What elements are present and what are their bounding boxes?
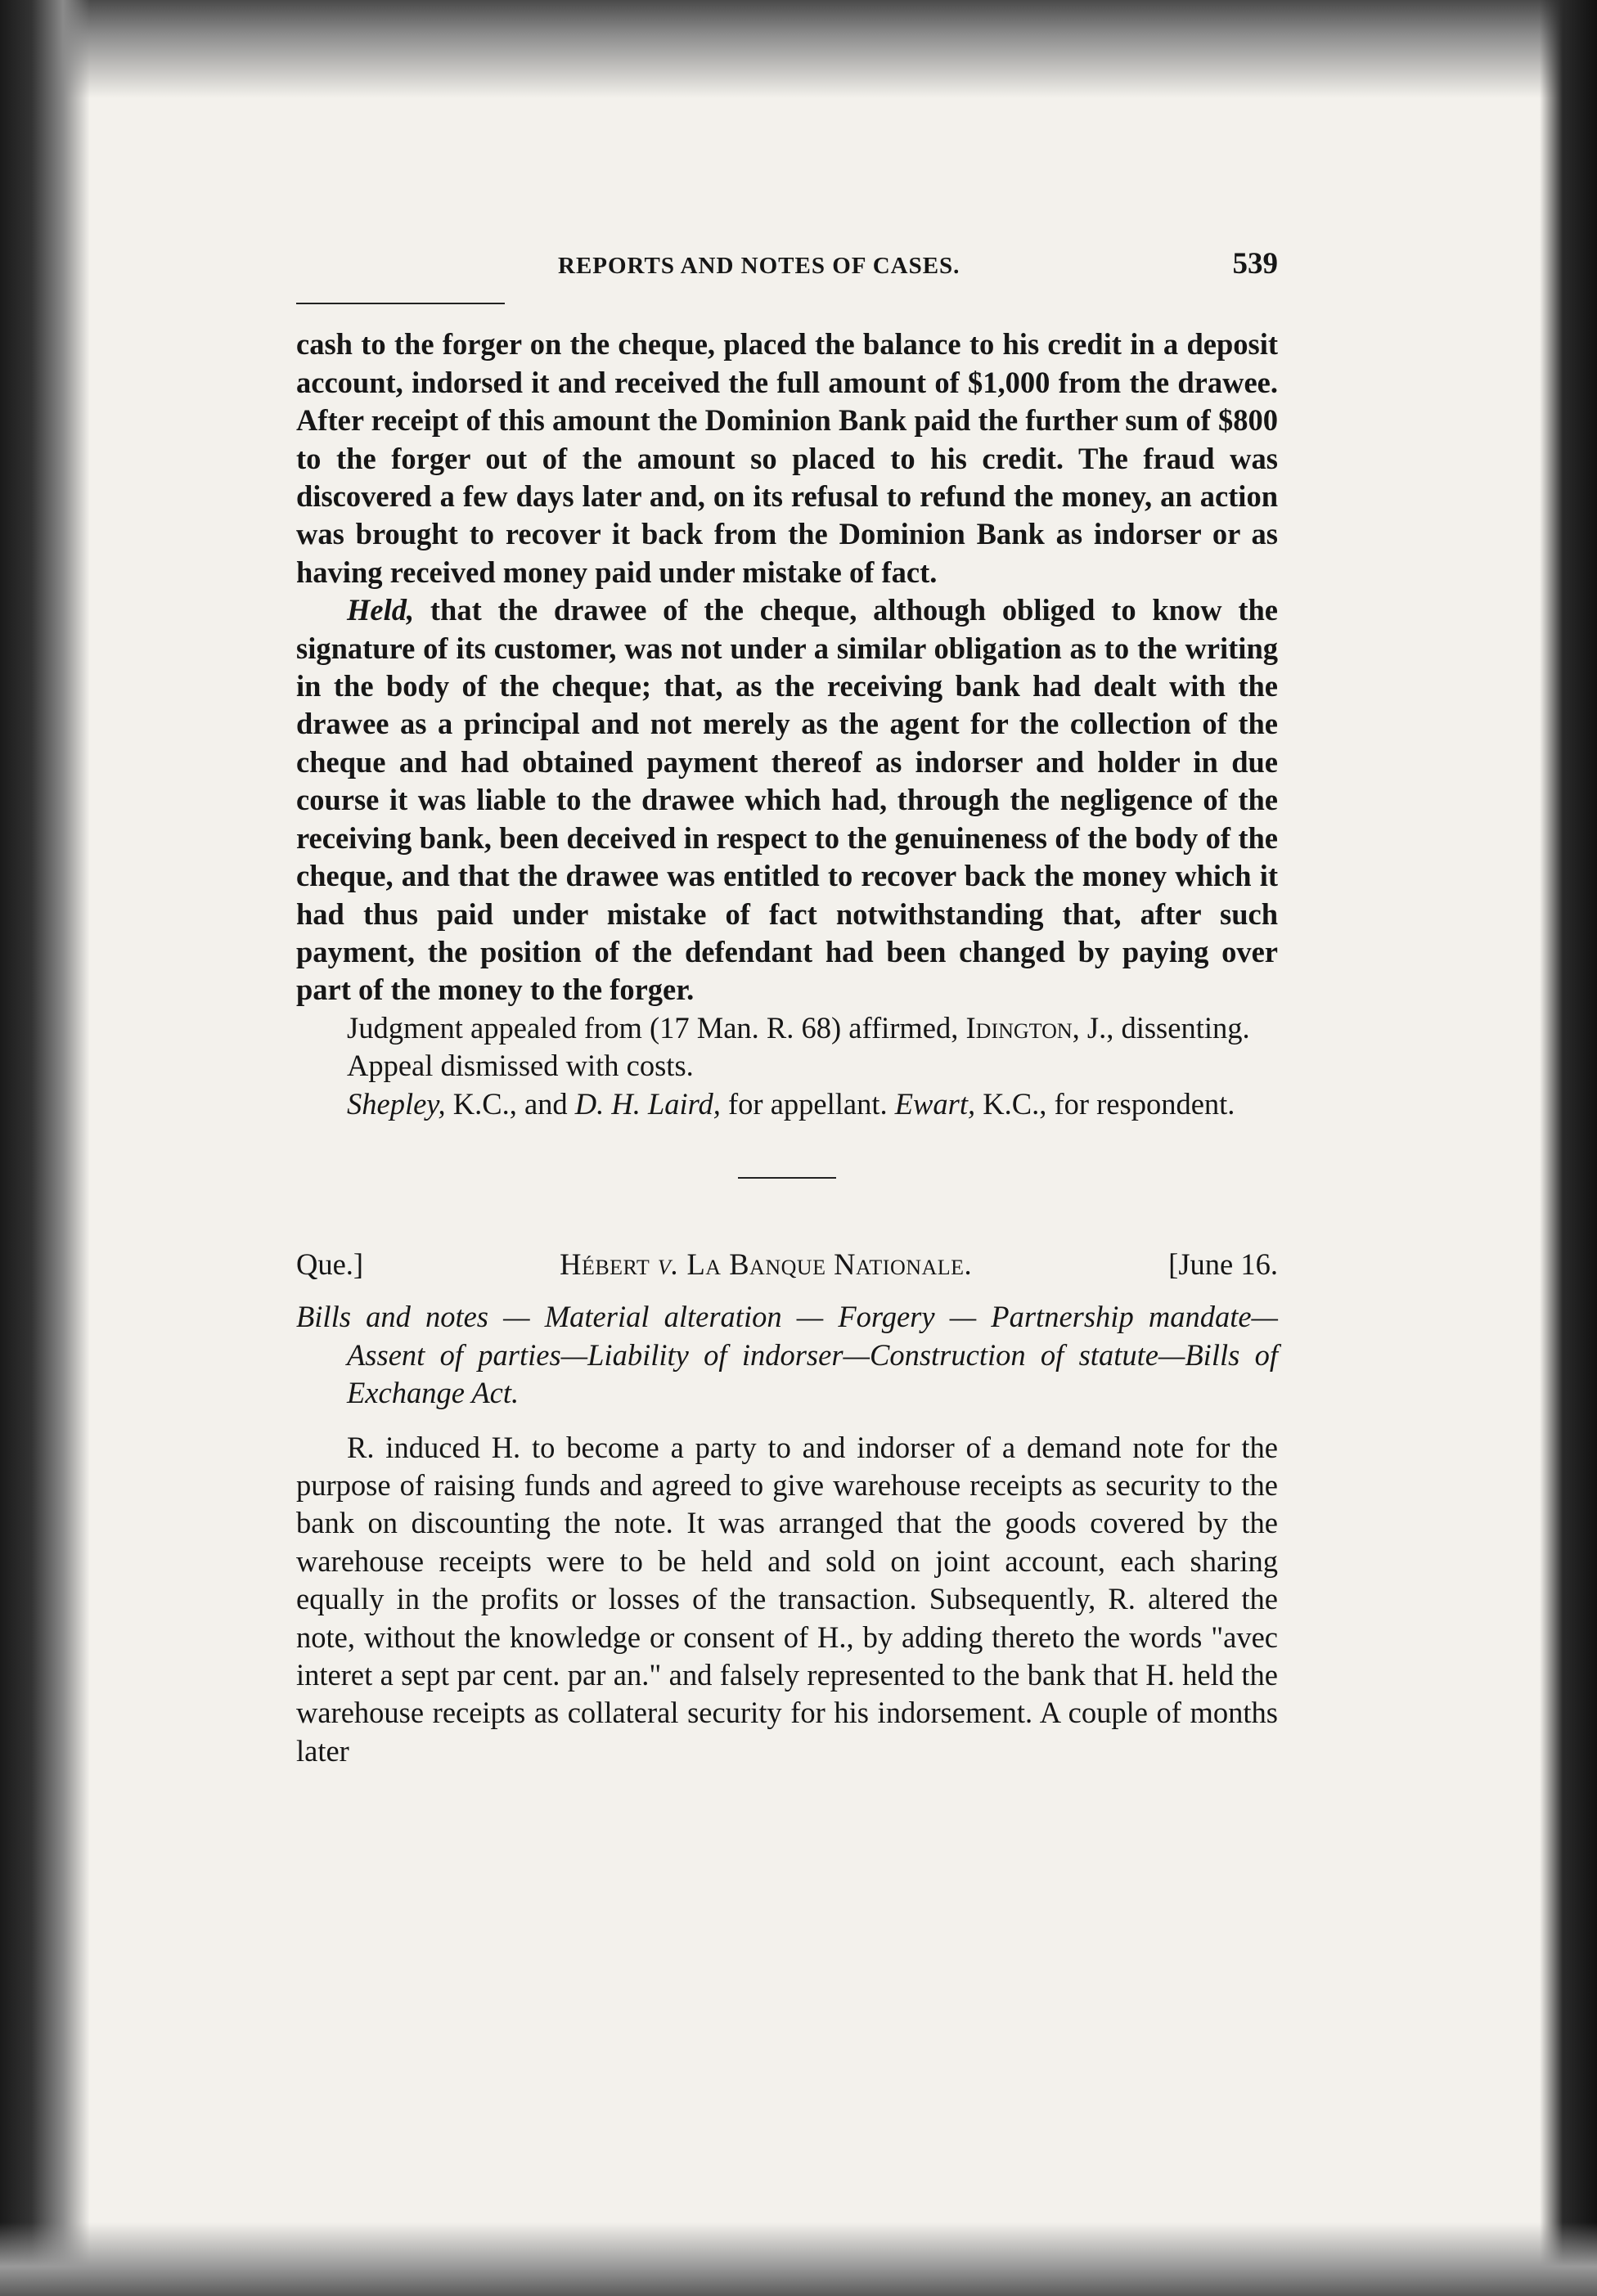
case1-appeal: Appeal dismissed with costs. bbox=[347, 1049, 694, 1083]
counsel-text: K.C., and bbox=[445, 1086, 575, 1121]
party-name: La Banque Nationale. bbox=[686, 1247, 973, 1281]
section-divider bbox=[738, 1177, 836, 1179]
case2-title-line bbox=[296, 1246, 1278, 1283]
versus: v. bbox=[650, 1247, 687, 1281]
held-text: that the drawee of the cheque, although obliged to know the signature of its customer, was not under a similar obligation as to the writing in the body of the cheque; that, as the receiving bank had dealt with the drawee as a principal and not merely as the agent for the collection of the cheque and had obtained payment thereof as indorser and holder in due course it was liable to the drawee which had, through the negligence of the receiving bank, been deceived in respect to the genuineness of the body of the cheque, and that the drawee was entitled to recover back the money which it had thus paid under mistake of fact notwithstanding that, after such payment, the position of the defendant had been changed by paying over part of the money to the forger. bbox=[296, 593, 1278, 1007]
judge-name: Idington bbox=[965, 1010, 1073, 1045]
case2-name bbox=[560, 1246, 972, 1283]
running-head bbox=[296, 245, 1278, 285]
page-content bbox=[296, 245, 1278, 1770]
header-rule bbox=[296, 303, 505, 304]
scan-shadow-right bbox=[1540, 0, 1597, 2296]
judgment-text: Judgment appealed from (17 Man. R. 68) affirmed, bbox=[347, 1010, 966, 1045]
counsel-name: Ewart, bbox=[894, 1086, 976, 1121]
counsel-text: K.C., for respondent. bbox=[975, 1086, 1235, 1121]
case1-held bbox=[296, 591, 1278, 1009]
case1-counsel bbox=[296, 1085, 1278, 1123]
counsel-name: Shepley, bbox=[347, 1086, 446, 1121]
scan-shadow-left bbox=[0, 0, 90, 2296]
judgment-dissent: , J., dissenting. bbox=[1072, 1010, 1250, 1045]
counsel-name: D. H. Laird, bbox=[574, 1086, 721, 1121]
case2-date: [June 16. bbox=[1168, 1247, 1278, 1281]
scan-shadow-bottom bbox=[0, 2222, 1597, 2296]
party-name: Hébert bbox=[560, 1247, 650, 1281]
case1-headnote-text: cash to the forger on the cheque, placed the balance to his credit in a deposit account, indorsed it and received the full amount of $1,000 from the drawee. After receipt of this amount the Dominion Bank paid the further sum of $800 to the forger out of the amount so placed to his credit. The fraud was discovered a few days later and, on its refusal to refund the money, an action was brought to recover it back from the Dominion Bank as indorser or as having received money paid under mistake of fact. bbox=[296, 327, 1278, 589]
case2-catchwords: Bills and notes — Material alteration — Forgery — Partnership mandate—Assent of parties—Liability of indorser—Construction of statute—Bills of Exchange Act. bbox=[296, 1300, 1278, 1410]
scan-shadow-top bbox=[0, 0, 1597, 98]
page-number: 539 bbox=[1232, 247, 1278, 281]
case2-body: R. induced H. to become a party to and indorser of a demand note for the purpose of raising funds and agreed to give warehouse receipts as security to the bank on discounting the note. It was arranged that the goods covered by the warehouse receipts were to be held and sold on joint account, each sharing equally in the profits or losses of the transaction. Subsequently, R. altered the note, without the knowledge or consent of H., by adding thereto the words "avec interet a sept par cent. par an." and falsely represented to the bank that H. held the warehouse receipts as collateral security for his indorsement. A couple of months later bbox=[296, 1430, 1278, 1768]
counsel-text: for appellant. bbox=[720, 1086, 895, 1121]
case2-province: Que.] bbox=[296, 1247, 364, 1281]
running-head-title: REPORTS AND NOTES OF CASES. bbox=[558, 253, 960, 279]
case1-judgment bbox=[296, 1009, 1278, 1047]
held-label: Held, bbox=[347, 593, 415, 627]
case1-headnote bbox=[296, 326, 1278, 1009]
